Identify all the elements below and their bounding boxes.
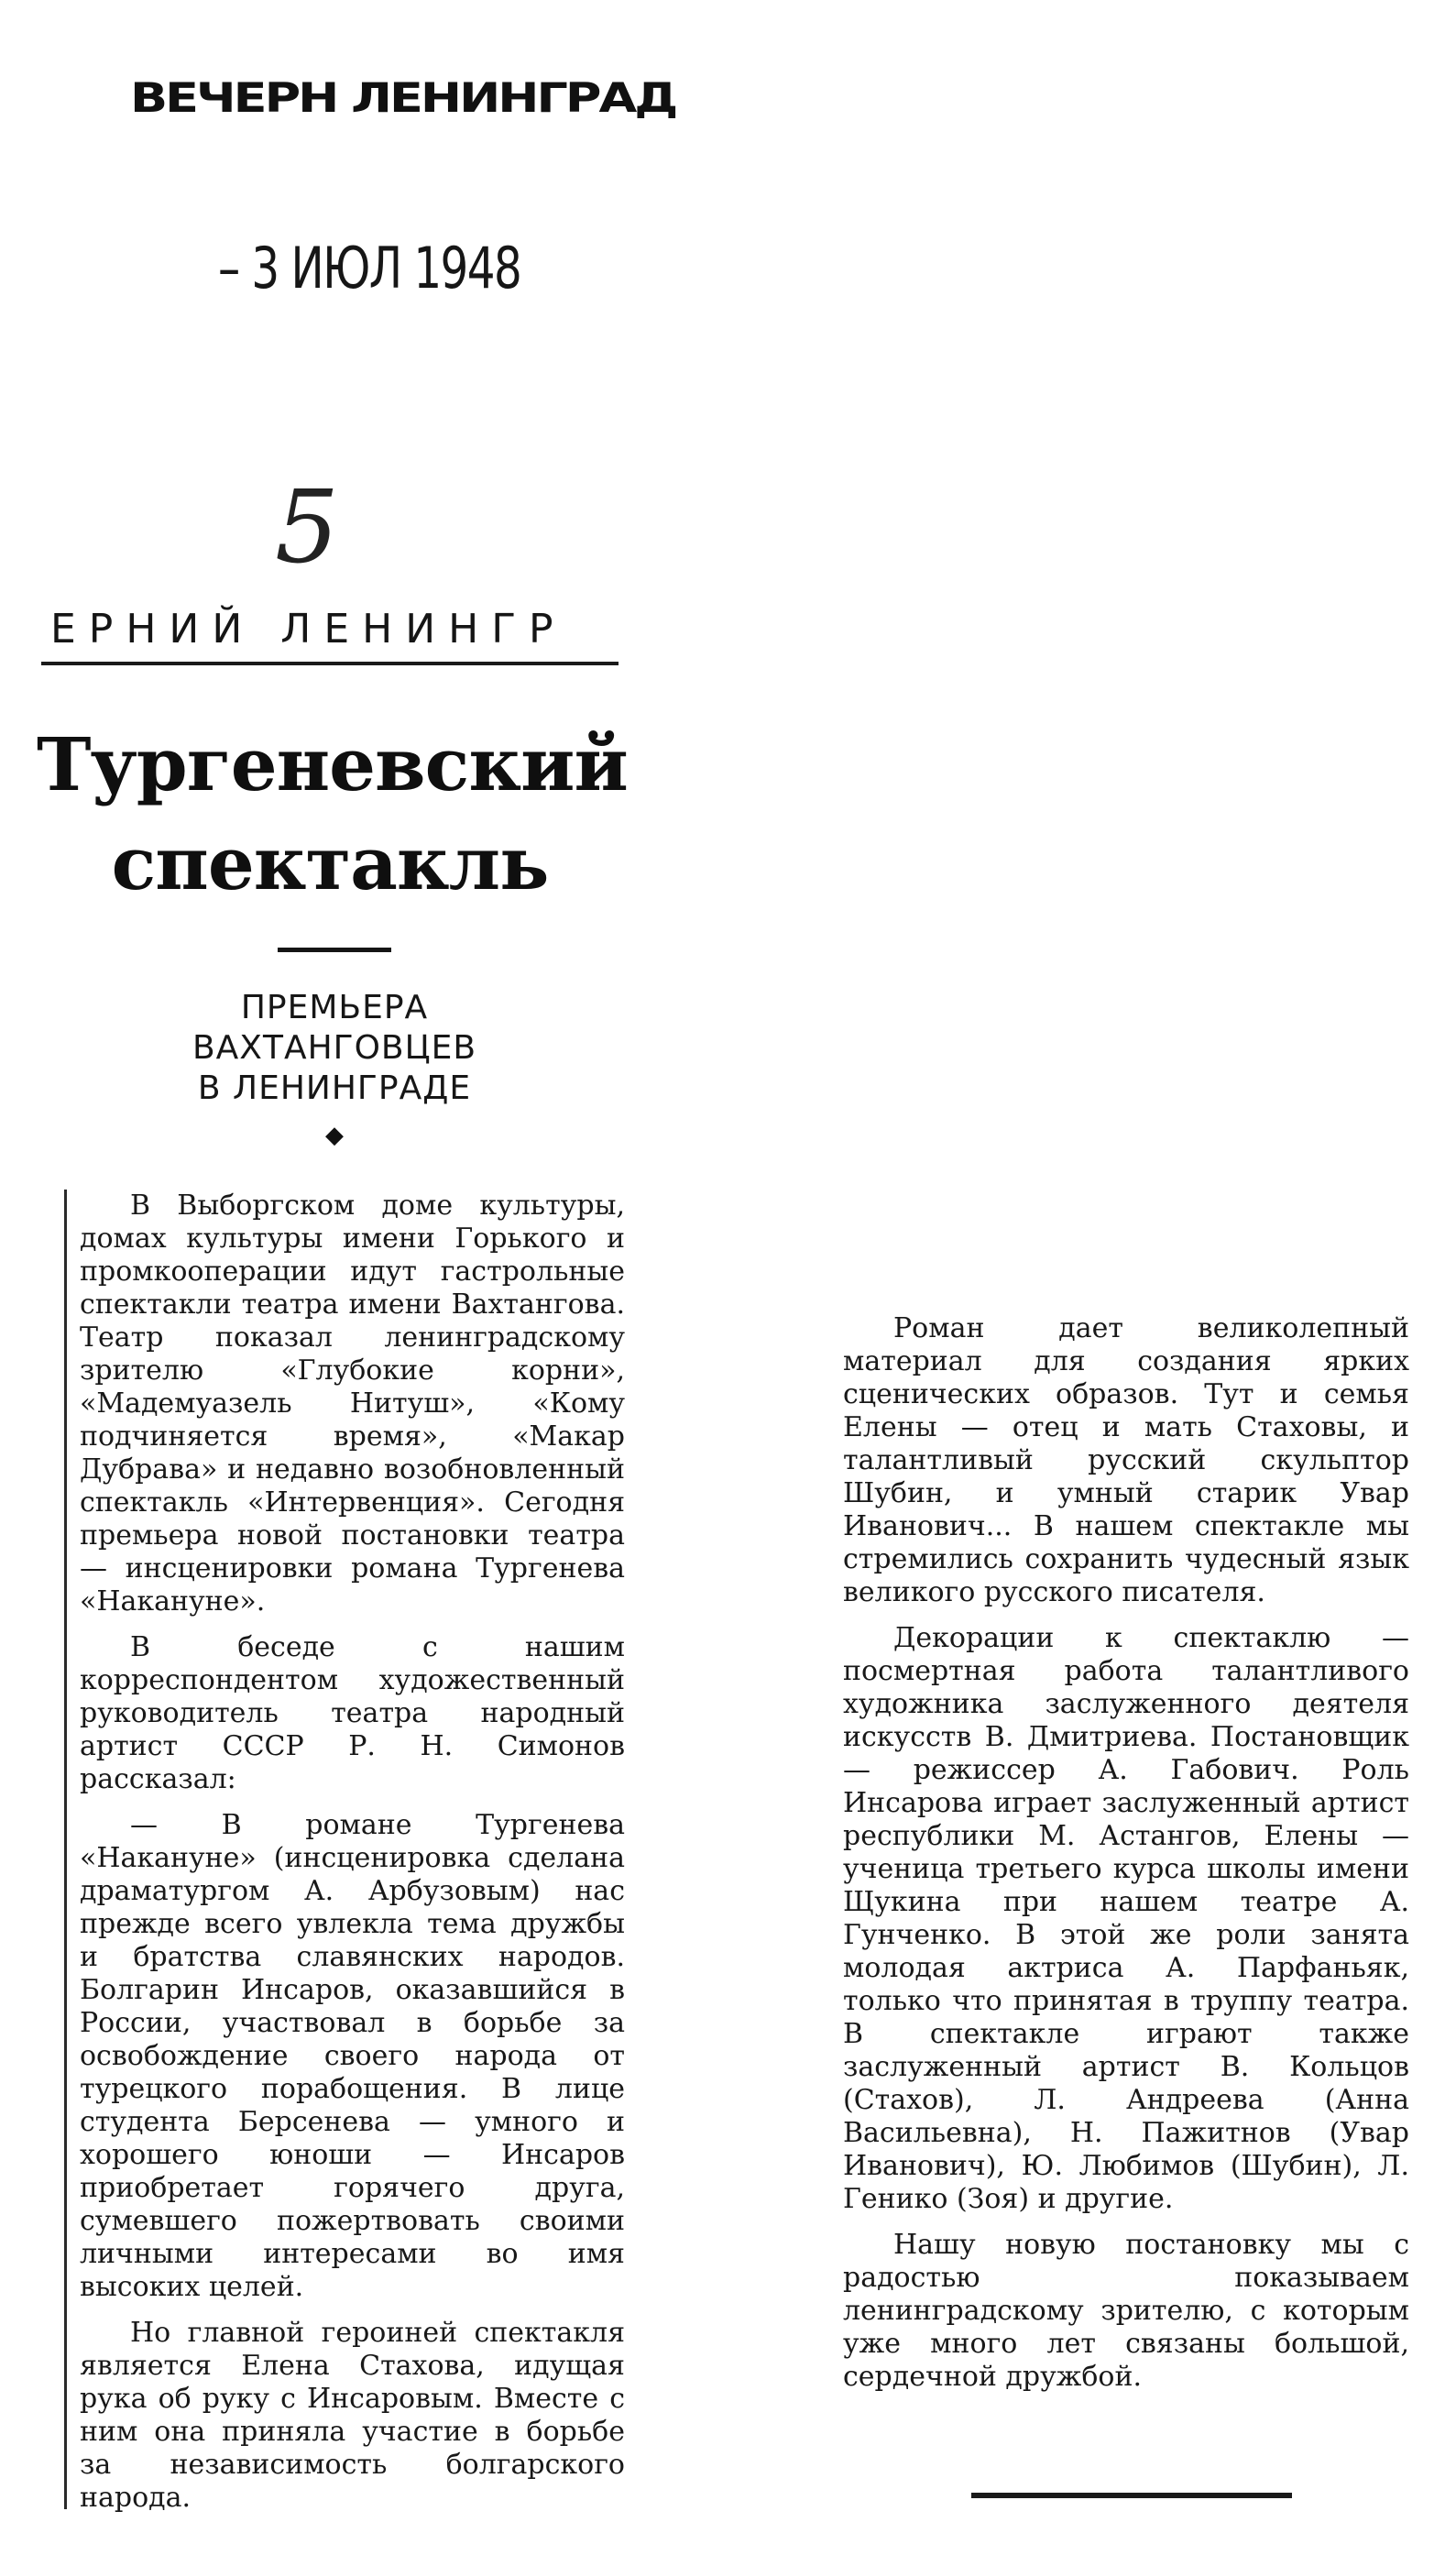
article-column-right [843,1312,1409,2504]
paragraph: Роман дает великолепный материал для создания ярких сценических образов. Тут и семья Елены — отец и мать Стаховы, и талантливый русский скульптор Шубин, и умный старик Увар Иванович... В нашем спектакле мы стремились сохранить чудесный язык великого русского писателя. [843,1312,1409,1608]
article-subhead [110,988,559,1109]
headline-divider [278,948,391,952]
article-column-left [64,1190,625,2514]
handwritten-page-number: 5 [275,468,339,586]
masthead-fragment: ЕРНИЙ ЛЕНИНГР [50,606,566,652]
paragraph: Но главной героиней спектакля является Елена Стахова, идущая рука об руку с Инсаровым. Вместе с ним она приняла участие в борьбе за независимость болгарского народа. [80,2317,625,2514]
article-headline: Тургеневский спектакль [37,721,628,906]
paragraph: В Выборгском доме культуры, домах культуры имени Горького и промкооперации идут гастрольные спектакли театра имени Вахтангова. Театр показал ленинградскому зрителю «Глубокие корни», «Мадемуазель Нитуш», «Кому подчиняется время», «Макар Дубрава» и недавно возобновленный спектакль «Интервенция». Сегодня премьера новой постановки театра — инсценировки романа Тургенева «Накануне». [80,1190,625,1617]
article-end-divider [971,2493,1292,2498]
masthead-divider [41,662,619,665]
newspaper-stamp: ВЕЧЕРН ЛЕНИНГРАД [130,73,676,122]
paragraph: Декорации к спектаклю — посмертная работа талантливого художника заслуженного деятеля искусств В. Дмитриева. Постановщик — режиссер А. Габович. Роль Инсарова играет заслуженный артист республики М. Астангов, Елены — ученица третьего курса школы имени Щукина при нашем театре А. Гунченко. В этой же роли занята молодая актриса А. Парфаньяк, только что принятая в труппу театра. В спектакле играют также заслуженный артист В. Кольцов (Стахов), Л. Андреева (Анна Васильевна), Н. Пажитнов (Увар Иванович), Ю. Любимов (Шубин), Л. Генико (Зоя) и другие. [843,1622,1409,2215]
subhead-line-2: ВАХТАНГОВЦЕВ [192,1029,477,1067]
paragraph: Нашу новую постановку мы с радостью показываем ленинградскому зрителю, с которым уже много лет связаны большой, сердечной дружбой. [843,2229,1409,2393]
subhead-line-1: ПРЕМЬЕРА [240,989,429,1026]
subhead-line-3: В ЛЕНИНГРАДЕ [197,1069,472,1107]
stamp-date: – 3 ИЮЛ 1948 [218,235,521,302]
paragraph: — В романе Тургенева «Накануне» (инсценировка сделана драматургом А. Арбузовым) нас прежде всего увлекла тема дружбы и братства славянских народов. Болгарин Инсаров, оказавшийся в России, участвовал в борьбе за освобождение своего народа от турецкого порабощения. В лице студента Берсенева — умного и хорошего юноши — Инсаров приобретает горячего друга, сумевшего пожертвовать своими личными интересами во имя высоких целей. [80,1809,625,2303]
paragraph: В беседе с нашим корреспондентом художественный руководитель театра народный артист СССР Р. Н. Симонов рассказал: [80,1631,625,1795]
diamond-ornament-icon: ◆ [325,1122,344,1149]
